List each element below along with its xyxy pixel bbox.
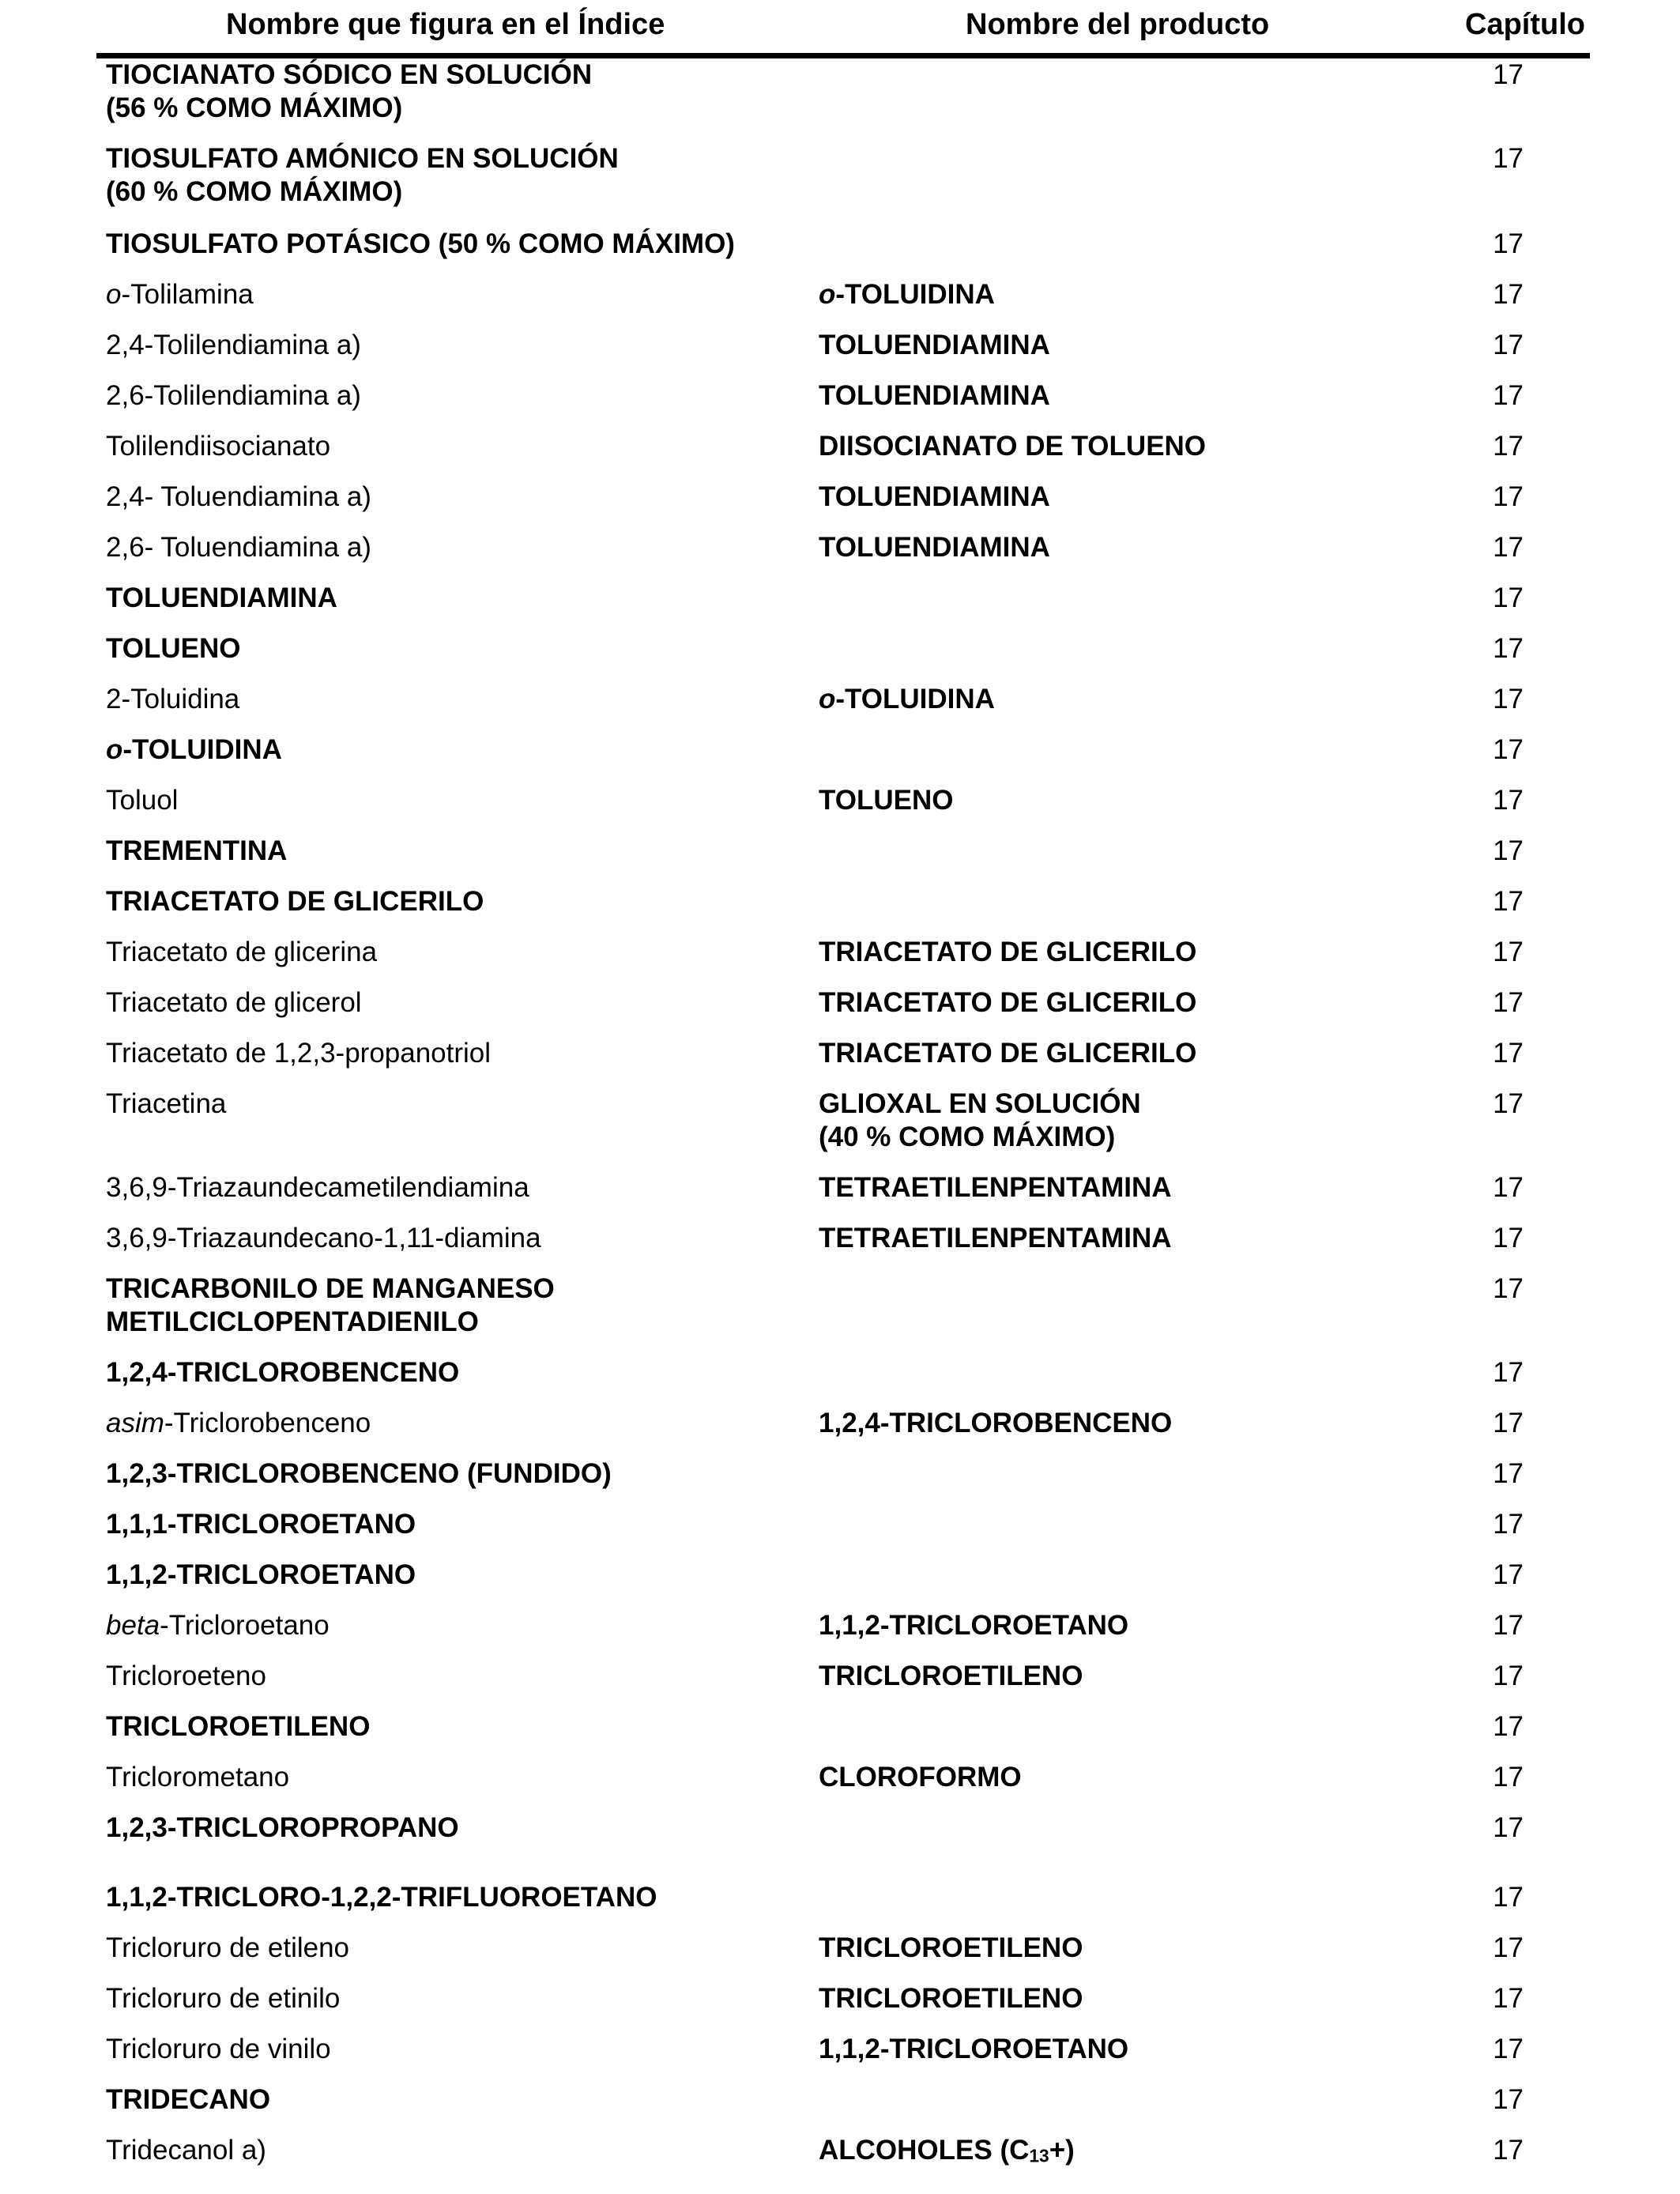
- index-name-cell: [106, 632, 785, 665]
- index-name-text: Triacetato de glicerina: [106, 937, 378, 967]
- index-name-text: TOLUENDIAMINA: [106, 582, 337, 613]
- chapter-cell: 17: [1493, 582, 1524, 613]
- index-name-text: (60 % COMO MÁXIMO): [106, 176, 403, 207]
- index-name-text: TIOSULFATO POTÁSICO (50 % COMO MÁXIMO): [106, 228, 735, 259]
- italic-prefix: asim: [106, 1408, 164, 1438]
- index-name-cell: [106, 481, 785, 514]
- chapter-cell: 17: [1493, 1762, 1524, 1793]
- index-name-text: 2,6- Toluendiamina a): [106, 532, 371, 563]
- italic-prefix: o: [106, 279, 122, 310]
- index-name-text: 2-Toluidina: [106, 684, 240, 714]
- index-name-text: METILCICLOPENTADIENILO: [106, 1306, 479, 1337]
- product-name-cell: [819, 2033, 1372, 2066]
- index-name-cell: [106, 784, 785, 817]
- product-name-cell: [819, 1982, 1372, 2015]
- product-name-cell: [819, 1088, 1372, 1154]
- index-name-cell: [106, 1881, 785, 1914]
- index-name-text: 3,6,9-Triazaundecametilendiamina: [106, 1172, 529, 1203]
- product-name-text: 1,1,2-TRICLOROETANO: [819, 1610, 1129, 1641]
- chapter-cell: 17: [1493, 1408, 1524, 1438]
- product-name-cell: [819, 430, 1372, 463]
- index-name-text: -Tricloroetano: [160, 1610, 330, 1641]
- index-name-cell: [106, 142, 785, 209]
- index-name-text: 1,2,3-TRICLOROPROPANO: [106, 1812, 459, 1843]
- chapter-cell: 17: [1493, 1088, 1524, 1119]
- chapter-cell: 17: [1493, 143, 1524, 174]
- index-name-text: (56 % COMO MÁXIMO): [106, 92, 403, 123]
- index-name-text: TRIACETATO DE GLICERILO: [106, 886, 484, 917]
- index-name-cell: [106, 582, 785, 615]
- product-name-text: (40 % COMO MÁXIMO): [819, 1122, 1116, 1152]
- column-header-product-name: Nombre del producto: [966, 8, 1270, 41]
- product-name-text: -TOLUIDINA: [835, 279, 995, 310]
- chapter-cell: 17: [1493, 1610, 1524, 1641]
- italic-prefix: beta: [106, 1610, 160, 1641]
- index-name-text: TRIDECANO: [106, 2084, 271, 2115]
- index-name-cell: [106, 1982, 785, 2015]
- product-name-text: TOLUENDIAMINA: [819, 481, 1050, 512]
- index-name-cell: [106, 1457, 785, 1491]
- index-name-cell: [106, 58, 785, 125]
- product-name-text: TRICLOROETILENO: [819, 1932, 1083, 1963]
- index-name-cell: [106, 1710, 785, 1744]
- chapter-cell: 17: [1493, 987, 1524, 1018]
- chapter-cell: 17: [1493, 431, 1524, 462]
- index-name-text: 3,6,9-Triazaundecano-1,11-diamina: [106, 1223, 541, 1253]
- product-name-cell: [819, 1660, 1372, 1693]
- index-name-text: Tricloruro de etileno: [106, 1932, 350, 1963]
- index-name-text: -Triclorobenceno: [164, 1408, 371, 1438]
- chapter-cell: 17: [1493, 886, 1524, 917]
- index-name-cell: [106, 2083, 785, 2117]
- index-name-text: Tricloruro de vinilo: [106, 2034, 331, 2064]
- chapter-cell: 17: [1493, 1458, 1524, 1489]
- index-name-cell: [106, 683, 785, 716]
- index-name-cell: [106, 1761, 785, 1794]
- product-name-cell: [819, 1222, 1372, 1255]
- chapter-cell: 17: [1493, 330, 1524, 360]
- index-name-text: Tolilendiisocianato: [106, 431, 331, 462]
- chapter-cell: 17: [1493, 937, 1524, 967]
- chapter-cell: 17: [1493, 1711, 1524, 1742]
- product-name-cell: [819, 1171, 1372, 1204]
- italic-prefix: o: [819, 279, 836, 310]
- chapter-cell: 17: [1493, 532, 1524, 563]
- chapter-cell: 17: [1493, 1172, 1524, 1203]
- index-name-text: 2,4- Toluendiamina a): [106, 481, 371, 512]
- product-name-text: TRIACETATO DE GLICERILO: [819, 1038, 1197, 1069]
- index-name-cell: [106, 733, 785, 767]
- product-name-cell: [819, 278, 1372, 311]
- italic-prefix: o: [106, 734, 123, 765]
- chapter-cell: 17: [1493, 1932, 1524, 1963]
- chapter-cell: 17: [1493, 1509, 1524, 1540]
- index-name-cell: [106, 1609, 785, 1642]
- product-name-cell: [819, 531, 1372, 564]
- index-name-text: 2,6-Tolilendiamina a): [106, 380, 361, 411]
- index-name-cell: [106, 278, 785, 311]
- chapter-cell: 17: [1493, 481, 1524, 512]
- header-rule: [96, 53, 1590, 58]
- index-name-text: TRICARBONILO DE MANGANESO: [106, 1273, 555, 1304]
- index-name-cell: [106, 1171, 785, 1204]
- chapter-cell: 17: [1493, 2084, 1524, 2115]
- index-name-text: Tridecanol a): [106, 2135, 266, 2166]
- product-name-cell: [819, 1932, 1372, 1965]
- product-name-text: TOLUENDIAMINA: [819, 330, 1050, 360]
- index-name-cell: [106, 1088, 785, 1121]
- index-name-cell: [106, 430, 785, 463]
- product-name-cell: [819, 784, 1372, 817]
- index-name-cell: [106, 986, 785, 1020]
- index-name-text: Triacetato de glicerol: [106, 987, 362, 1018]
- chapter-cell: 17: [1493, 1812, 1524, 1843]
- chapter-cell: 17: [1493, 835, 1524, 866]
- index-name-cell: [106, 1272, 785, 1339]
- index-name-cell: [106, 329, 785, 362]
- product-name-cell: [819, 379, 1372, 413]
- index-name-text: 1,2,3-TRICLOROBENCENO (FUNDIDO): [106, 1458, 612, 1489]
- chapter-cell: 17: [1493, 2135, 1524, 2166]
- product-name-cell: [819, 329, 1372, 362]
- chapter-cell: 17: [1493, 734, 1524, 765]
- index-name-cell: [106, 885, 785, 918]
- chapter-cell: 17: [1493, 2034, 1524, 2064]
- index-name-cell: [106, 1222, 785, 1255]
- column-header-chapter: Capítulo: [1465, 8, 1585, 41]
- product-name-text: 1,2,4-TRICLOROBENCENO: [819, 1408, 1173, 1438]
- chapter-cell: 17: [1493, 1983, 1524, 2014]
- index-name-text: 1,1,1-TRICLOROETANO: [106, 1509, 416, 1540]
- index-name-cell: [106, 531, 785, 564]
- chapter-cell: 17: [1493, 1882, 1524, 1913]
- index-name-text: 2,4-Tolilendiamina a): [106, 330, 361, 360]
- product-name-cell: [819, 1037, 1372, 1070]
- product-name-suffix: +): [1049, 2135, 1075, 2166]
- index-name-cell: [106, 1356, 785, 1389]
- index-name-text: Triacetato de 1,2,3-propanotriol: [106, 1038, 492, 1069]
- index-name-cell: [106, 228, 785, 261]
- product-name-cell: [819, 683, 1372, 716]
- product-name-cell: [819, 1407, 1372, 1440]
- product-name-cell: [819, 936, 1372, 969]
- product-name-text: GLIOXAL EN SOLUCIÓN: [819, 1088, 1141, 1119]
- chapter-cell: 17: [1493, 279, 1524, 310]
- product-name-text: DIISOCIANATO DE TOLUENO: [819, 431, 1207, 462]
- product-name-text: TRICLOROETILENO: [819, 1983, 1083, 2014]
- index-name-text: TIOSULFATO AMÓNICO EN SOLUCIÓN: [106, 143, 619, 174]
- chapter-cell: 17: [1493, 1357, 1524, 1388]
- product-name-text: -TOLUIDINA: [835, 684, 995, 714]
- subscript: 13: [1029, 2145, 1049, 2166]
- chapter-cell: 17: [1493, 59, 1524, 90]
- index-name-text: Toluol: [106, 785, 179, 816]
- index-name-text: 1,2,4-TRICLOROBENCENO: [106, 1357, 460, 1388]
- index-name-cell: [106, 1508, 785, 1541]
- product-name-text: TOLUENDIAMINA: [819, 380, 1050, 411]
- index-name-text: -TOLUIDINA: [122, 734, 282, 765]
- chapter-cell: 17: [1493, 1223, 1524, 1253]
- index-name-text: TIOCIANATO SÓDICO EN SOLUCIÓN: [106, 59, 593, 90]
- product-name-cell: [819, 481, 1372, 514]
- index-name-text: Triclorometano: [106, 1762, 290, 1793]
- index-name-cell: [106, 1811, 785, 1845]
- index-name-text: TRICLOROETILENO: [106, 1711, 371, 1742]
- index-name-cell: [106, 379, 785, 413]
- column-header-index-name: Nombre que figura en el Índice: [226, 8, 665, 41]
- chapter-cell: 17: [1493, 785, 1524, 816]
- product-name-cell: [819, 1609, 1372, 1642]
- product-name-text: ALCOHOLES (C: [819, 2135, 1030, 2166]
- product-name-text: 1,1,2-TRICLOROETANO: [819, 2034, 1129, 2064]
- index-name-text: 1,1,2-TRICLORO-1,2,2-TRIFLUOROETANO: [106, 1882, 657, 1913]
- index-name-text: Tricloroeteno: [106, 1661, 266, 1691]
- chapter-cell: 17: [1493, 380, 1524, 411]
- index-name-text: 1,1,2-TRICLOROETANO: [106, 1559, 416, 1590]
- index-name-cell: [106, 1559, 785, 1592]
- product-name-text: CLOROFORMO: [819, 1762, 1022, 1793]
- chapter-cell: 17: [1493, 1559, 1524, 1590]
- product-name-text: TRIACETATO DE GLICERILO: [819, 937, 1197, 967]
- product-name-text: TETRAETILENPENTAMINA: [819, 1223, 1172, 1253]
- index-name-text: TREMENTINA: [106, 835, 288, 866]
- product-name-text: TRICLOROETILENO: [819, 1661, 1083, 1691]
- product-name-cell: [819, 2134, 1372, 2167]
- chapter-cell: 17: [1493, 633, 1524, 664]
- product-name-text: TRIACETATO DE GLICERILO: [819, 987, 1197, 1018]
- product-name-cell: [819, 1761, 1372, 1794]
- italic-prefix: o: [819, 684, 836, 714]
- product-name-text: TETRAETILENPENTAMINA: [819, 1172, 1172, 1203]
- index-name-text: Triacetina: [106, 1088, 227, 1119]
- index-name-text: -Tolilamina: [121, 279, 254, 310]
- index-name-cell: [106, 936, 785, 969]
- product-name-text: TOLUENO: [819, 785, 954, 816]
- chapter-cell: 17: [1493, 1038, 1524, 1069]
- index-name-text: TOLUENO: [106, 633, 241, 664]
- chapter-cell: 17: [1493, 1661, 1524, 1691]
- index-name-cell: [106, 1037, 785, 1070]
- index-name-cell: [106, 1407, 785, 1440]
- chapter-cell: 17: [1493, 684, 1524, 714]
- chapter-cell: 17: [1493, 1273, 1524, 1304]
- product-name-text: TOLUENDIAMINA: [819, 532, 1050, 563]
- index-name-cell: [106, 2134, 785, 2167]
- index-name-cell: [106, 835, 785, 868]
- index-name-text: Tricloruro de etinilo: [106, 1983, 341, 2014]
- index-name-cell: [106, 1932, 785, 1965]
- index-name-cell: [106, 2033, 785, 2066]
- chapter-cell: 17: [1493, 228, 1524, 259]
- product-name-cell: [819, 986, 1372, 1020]
- index-name-cell: [106, 1660, 785, 1693]
